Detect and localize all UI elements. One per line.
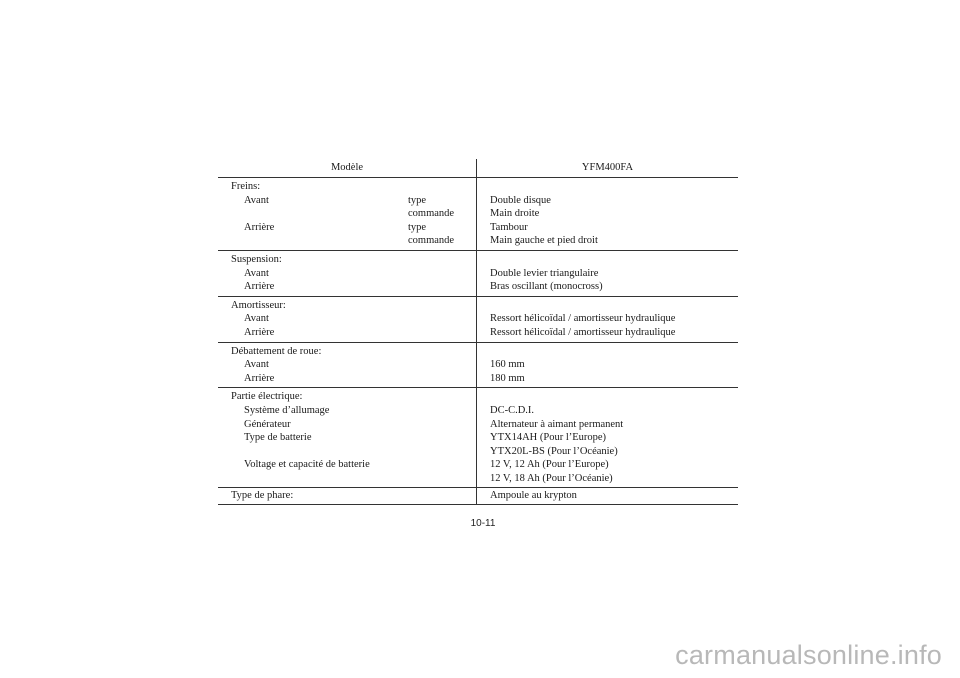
brakes-front-label: Avant: [244, 194, 269, 206]
table-row: [218, 221, 738, 235]
table-row: [218, 431, 738, 445]
brakes-title: Freins:: [231, 181, 261, 192]
brakes-rear-label: Arrière: [244, 221, 275, 233]
watermark-text: carmanualsonline.info: [675, 640, 942, 670]
travel-title: Débattement de roue:: [231, 345, 322, 357]
table-row: [218, 280, 738, 296]
specification-table: [218, 159, 738, 505]
ignition-label: Système d’allumage: [244, 404, 330, 416]
brakes-rear-type: Tambour: [490, 221, 528, 233]
brakes-front-control-label: commande: [408, 208, 455, 220]
battery-capacity-label: Voltage et capacité de batterie: [244, 459, 370, 471]
generator-value: Alternateur à aimant permanent: [490, 418, 624, 430]
electrical-title: Partie électrique:: [231, 391, 303, 403]
table-row: [218, 358, 738, 372]
table-header-row: [218, 159, 738, 178]
brakes-front-control: Main droite: [490, 208, 540, 220]
table-row: [218, 488, 738, 505]
table-row: [218, 267, 738, 281]
brakes-rear-type-label: type: [408, 221, 427, 233]
travel-rear-label: Arrière: [244, 372, 275, 384]
table-row: [218, 404, 738, 418]
table-row: [218, 472, 738, 488]
suspension-front-value: Double levier triangulaire: [490, 267, 599, 279]
shock-front-label: Avant: [244, 313, 269, 325]
table-row: [218, 372, 738, 388]
brakes-front-type: Double disque: [490, 194, 551, 206]
table-row: [218, 250, 738, 266]
travel-rear-value: 180 mm: [477, 372, 739, 388]
table-row: [218, 326, 738, 342]
table-row: [218, 445, 738, 459]
battery-capacity-value-2: 12 V, 18 Ah (Pour l’Océanie): [477, 472, 739, 488]
table-row: [218, 178, 738, 194]
battery-capacity-value-1: 12 V, 12 Ah (Pour l’Europe): [490, 459, 609, 471]
table-row: [218, 234, 738, 250]
table-row: [218, 194, 738, 208]
brakes-rear-control-label: commande: [408, 235, 455, 247]
travel-front-value: 160 mm: [490, 359, 525, 371]
suspension-rear-value: Bras oscillant (monocross): [477, 280, 739, 296]
headlight-title: Type de phare:: [231, 490, 294, 502]
shock-front-value: Ressort hélicoïdal / amortisseur hydraulique: [490, 313, 676, 325]
battery-type-value-2: YTX20L-BS (Pour l’Océanie): [490, 445, 618, 457]
generator-label: Générateur: [244, 418, 291, 430]
brakes-rear-control: Main gauche et pied droit: [477, 234, 739, 250]
shock-rear-label: Arrière: [244, 326, 275, 338]
shock-rear-value: Ressort hélicoïdal / amortisseur hydraulique: [477, 326, 739, 342]
shock-title: Amortisseur:: [231, 299, 286, 311]
table-row: [218, 207, 738, 221]
brakes-front-type-label: type: [408, 194, 427, 206]
travel-front-label: Avant: [244, 359, 269, 371]
ignition-value: DC-C.D.I.: [490, 404, 535, 416]
page-number: 10-11: [470, 518, 496, 529]
table-row: [218, 296, 738, 312]
battery-type-label: Type de batterie: [244, 432, 312, 444]
suspension-front-label: Avant: [244, 267, 269, 279]
model-label: Modèle: [218, 159, 477, 178]
table-row: [218, 458, 738, 472]
headlight-value: Ampoule au krypton: [477, 488, 739, 505]
suspension-rear-label: Arrière: [244, 281, 275, 293]
table-row: [218, 312, 738, 326]
table-row: [218, 418, 738, 432]
model-value: YFM400FA: [477, 159, 739, 178]
suspension-title: Suspension:: [231, 253, 282, 265]
table-row: [218, 342, 738, 358]
battery-type-value-1: YTX14AH (Pour l’Europe): [490, 432, 607, 444]
table-row: [218, 388, 738, 404]
